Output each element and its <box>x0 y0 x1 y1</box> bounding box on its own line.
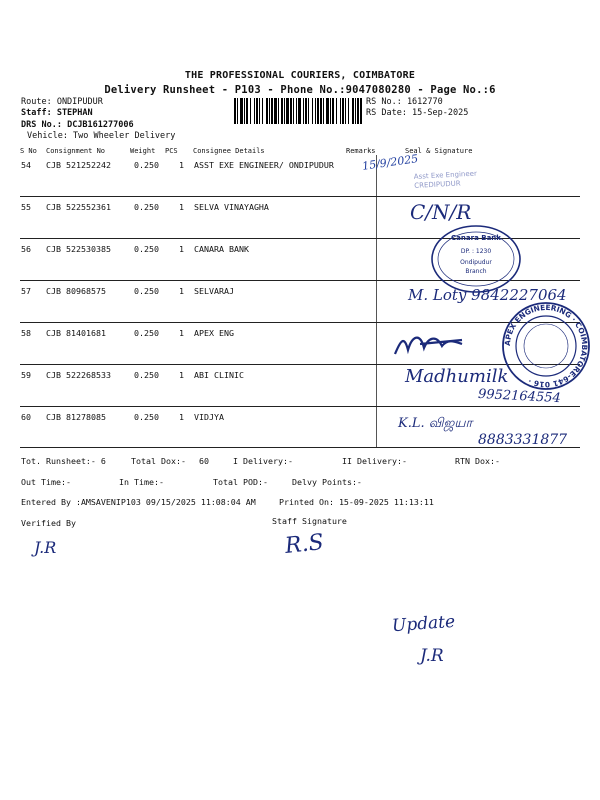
barcode-bar <box>269 98 270 124</box>
barcode-bar <box>315 98 316 124</box>
row-consignment: CJB 522552361 <box>46 202 111 212</box>
row-sno: 54 <box>21 160 31 170</box>
row-separator <box>20 196 580 197</box>
barcode-bar <box>355 98 356 124</box>
col-details: Consignee Details <box>193 147 265 155</box>
row-details: SELVA VINAYAGHA <box>194 202 269 212</box>
row-weight: 0.250 <box>134 202 159 212</box>
row-consignment: CJB 80968575 <box>46 286 106 296</box>
barcode-bar <box>336 98 337 124</box>
row-details: ABI CLINIC <box>194 370 244 380</box>
printed-on: Printed On: 15-09-2025 11:13:11 <box>279 497 434 507</box>
staff-label: Staff: STEPHAN <box>21 108 93 118</box>
staff-signature-label: Staff Signature <box>272 516 347 526</box>
stamp-branch: Branch <box>465 268 487 275</box>
barcode-bar <box>250 98 251 124</box>
verified-signature: J.R <box>34 538 57 557</box>
barcode-bar <box>286 98 289 124</box>
barcode-bar <box>266 98 268 124</box>
row-consignment: CJB 81278085 <box>46 412 106 422</box>
rs-date: RS Date: 15-Sep-2025 <box>366 108 469 118</box>
barcode-bar <box>290 98 292 124</box>
company-title: THE PROFESSIONAL COURIERS, COIMBATORE <box>184 70 416 81</box>
handwritten-row59-phone: 9952164554 <box>477 386 562 407</box>
barcode-bar <box>246 98 248 124</box>
col-consignment: Consignment No <box>46 147 106 155</box>
barcode-bar <box>326 98 329 124</box>
drs-label: DRS No.: <box>21 120 62 130</box>
barcode-bar <box>305 98 307 124</box>
barcode-bar <box>312 98 313 124</box>
staff-signature: R.S <box>283 530 325 559</box>
faded-office-stamp: Asst Exe Engineer CREDIPUDUR <box>413 169 478 190</box>
stamp-dp: DP. : 1230 <box>460 248 492 255</box>
row-details: ASST EXE ENGINEER/ ONDIPUDUR <box>194 160 334 170</box>
barcode-bar <box>303 98 304 124</box>
barcode-bar <box>345 98 346 124</box>
row-sno: 56 <box>21 244 31 254</box>
col-weight: Weight <box>130 147 156 155</box>
barcode-bar <box>360 98 362 124</box>
row-weight: 0.250 <box>134 328 159 338</box>
row-consignment: CJB 522268533 <box>46 370 111 380</box>
handwritten-row60-phone: 8883331877 <box>478 432 568 448</box>
handwritten-date: 15/9/2025 <box>361 152 420 173</box>
row-separator <box>20 364 580 365</box>
row-sno: 60 <box>21 412 31 422</box>
col-sno: S No <box>20 147 37 155</box>
row-sno: 55 <box>21 202 31 212</box>
out-time: Out Time:- <box>21 477 71 487</box>
row-consignment: CJB 81401681 <box>46 328 106 338</box>
row-weight: 0.250 <box>134 286 159 296</box>
rs-number: RS No.: 1612770 <box>366 97 443 107</box>
row-sno: 57 <box>21 286 31 296</box>
barcode-bar <box>296 98 297 124</box>
barcode-bar <box>342 98 344 124</box>
total-dox-value: 60 <box>199 456 209 466</box>
barcode-bar <box>317 98 319 124</box>
row-pcs: 1 <box>179 160 184 170</box>
stamp-apex-ring-text: APEX ENGINEERING · COIMBATORE-641 016 · <box>502 302 590 390</box>
barcode-bar <box>348 98 349 124</box>
row-weight: 0.250 <box>134 370 159 380</box>
row-details: APEX ENG <box>194 328 234 338</box>
handwritten-row57: M. Loty 9842227064 <box>408 286 567 304</box>
barcode-bar <box>262 98 263 124</box>
barcode <box>234 98 362 124</box>
handwritten-update: Update <box>391 611 456 637</box>
barcode-bar <box>278 98 279 124</box>
drs-number <box>21 120 134 130</box>
i-delivery: I Delivery:- <box>233 456 293 466</box>
barcode-bar <box>237 98 238 124</box>
in-time: In Time:- <box>119 477 164 487</box>
barcode-bar <box>254 98 255 124</box>
barcode-bar <box>323 98 324 124</box>
total-dox-label: Total Dox:- <box>131 456 186 466</box>
apex-engineering-stamp <box>500 300 592 392</box>
row-pcs: 1 <box>179 286 184 296</box>
col-remarks: Remarks <box>346 147 376 155</box>
entered-by: Entered By :AMSAVENIP103 09/15/2025 11:08:04 AM <box>21 497 256 507</box>
row-consignment: CJB 522530385 <box>46 244 111 254</box>
barcode-bar <box>259 98 260 124</box>
row-details: SELVARAJ <box>194 286 234 296</box>
barcode-bar <box>234 98 236 124</box>
barcode-bar <box>244 98 245 124</box>
drs-value: DCJB161277006 <box>67 120 134 130</box>
route-label: Route: ONDIPUDUR <box>21 97 103 107</box>
barcode-bar <box>330 98 331 124</box>
barcode-bar <box>298 98 301 124</box>
handwritten-row59-name: Madhumilk <box>405 366 509 387</box>
barcode-bar <box>340 98 341 124</box>
barcode-bar <box>284 98 285 124</box>
barcode-bar <box>332 98 334 124</box>
row-sno: 59 <box>21 370 31 380</box>
barcode-bar <box>308 98 309 124</box>
stamp-branch-name: Ondipudur <box>460 259 492 266</box>
vehicle-label: Vehicle: Two Wheeler Delivery <box>27 131 176 141</box>
handwritten-row60-name: K.L. விஜயா <box>398 416 473 431</box>
row-separator <box>20 406 580 407</box>
row-separator <box>20 322 580 323</box>
barcode-bar <box>320 98 322 124</box>
barcode-bar <box>274 98 277 124</box>
col-pcs: PCS <box>165 147 178 155</box>
runsheet-subtitle: Delivery Runsheet - P103 - Phone No.:9047080280 - Page No.:6 <box>104 84 496 96</box>
stamp-bank-name: Canara Bank <box>451 234 501 242</box>
barcode-bar <box>352 98 354 124</box>
row-pcs: 1 <box>179 370 184 380</box>
barcode-bar <box>281 98 283 124</box>
barcode-bar <box>240 98 243 124</box>
row-details: CANARA BANK <box>194 244 249 254</box>
ii-delivery: II Delivery:- <box>342 456 407 466</box>
barcode-bar <box>271 98 273 124</box>
total-runsheet: Tot. Runsheet:- 6 <box>21 456 106 466</box>
handwritten-cnr: C/N/R <box>410 200 472 224</box>
signature-row58 <box>390 324 480 362</box>
barcode-bar <box>256 98 258 124</box>
row-weight: 0.250 <box>134 160 159 170</box>
row-pcs: 1 <box>179 244 184 254</box>
barcode-bar <box>293 98 294 124</box>
verified-by-label: Verified By <box>21 518 76 528</box>
total-pod: Total POD:- <box>213 477 268 487</box>
row-weight: 0.250 <box>134 244 159 254</box>
canara-bank-stamp <box>428 222 524 296</box>
row-details: VIDJYA <box>194 412 224 422</box>
row-pcs: 1 <box>179 412 184 422</box>
row-pcs: 1 <box>179 202 184 212</box>
delvy-points: Delvy Points:- <box>292 477 362 487</box>
col-seal: Seal & Signature <box>405 147 473 155</box>
barcode-bar <box>357 98 359 124</box>
row-pcs: 1 <box>179 328 184 338</box>
row-sno: 58 <box>21 328 31 338</box>
row-weight: 0.250 <box>134 412 159 422</box>
row-consignment: CJB 521252242 <box>46 160 111 170</box>
rtn-dox: RTN Dox:- <box>455 456 500 466</box>
column-divider <box>376 155 377 447</box>
update-signature: J.R <box>420 646 444 666</box>
